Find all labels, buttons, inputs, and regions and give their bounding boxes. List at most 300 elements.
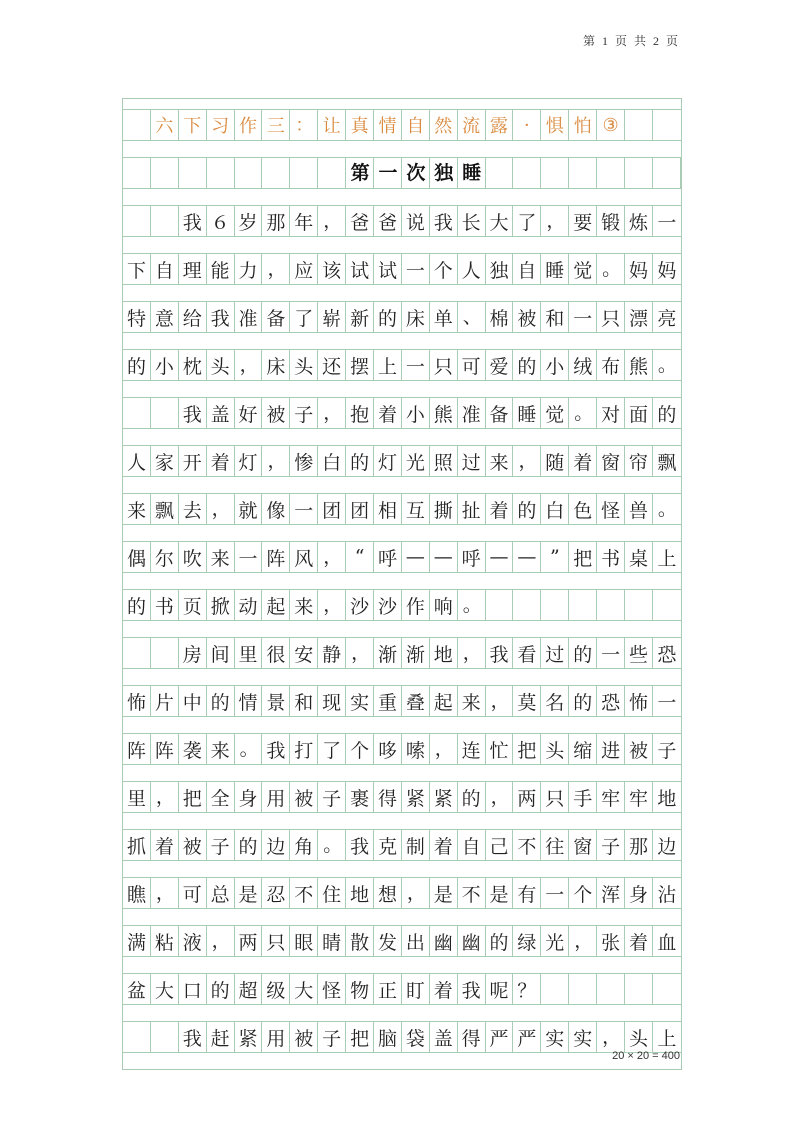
essay-heading-row — [123, 158, 686, 189]
grid-cell: 真 — [346, 110, 374, 140]
grid-cell: 来 — [207, 542, 235, 572]
grid-cell: 飘 — [151, 494, 179, 524]
grid-cell: 窗 — [569, 830, 597, 860]
grid-spacer — [123, 477, 681, 494]
grid-cell: 牢 — [625, 782, 653, 812]
grid-cell: “ — [346, 542, 374, 572]
grid-cell: 情 — [374, 110, 402, 140]
grid-cell: 渐 — [374, 638, 402, 668]
grid-cell: ， — [235, 350, 263, 380]
grid-cell: 白 — [541, 494, 569, 524]
grid-cell: 赶 — [207, 1022, 235, 1052]
grid-cell: 子 — [657, 739, 677, 762]
grid-cell: 亮 — [657, 307, 677, 330]
grid-cell: 个 — [346, 734, 374, 764]
grid-cell: 和 — [541, 302, 569, 332]
grid-cell: 书 — [151, 590, 179, 620]
grid-cell: 小 — [151, 350, 179, 380]
grid-cell: 年 — [290, 206, 318, 236]
essay-line — [123, 206, 681, 237]
grid-cell: 一 — [657, 211, 677, 234]
grid-cell: 准 — [235, 302, 263, 332]
essay-line — [123, 494, 681, 525]
grid-cell: 来 — [486, 446, 514, 476]
essay-line — [123, 590, 681, 621]
grid-cell: 露 — [486, 110, 514, 140]
grid-cell: 角 — [290, 830, 318, 860]
grid-cell: 熊 — [625, 350, 653, 380]
grid-spacer — [123, 765, 681, 782]
grid-cell: 很 — [262, 638, 290, 668]
grid-cell: 子 — [318, 782, 346, 812]
grid-cell: 袭 — [179, 734, 207, 764]
grid-cell: 一 — [402, 350, 430, 380]
grid-cell: 里 — [123, 782, 151, 812]
grid-cell: — — [402, 542, 430, 572]
grid-cell: 、 — [458, 302, 486, 332]
grid-cell: 我 — [458, 974, 486, 1004]
grid-cell: 的 — [235, 830, 263, 860]
grid-cell: 光 — [402, 446, 430, 476]
grid-cell: — — [486, 542, 514, 572]
grid-cell: 睡 — [513, 398, 541, 428]
grid-cell: 些 — [625, 638, 653, 668]
grid-cell: 的 — [569, 638, 597, 668]
grid-cell: 自 — [151, 254, 179, 284]
grid-cell: 阵 — [262, 542, 290, 572]
empty-grid-cell — [151, 206, 179, 236]
grid-cell: 正 — [374, 974, 402, 1004]
grid-cell: 看 — [513, 638, 541, 668]
grid-cell: 边 — [657, 835, 677, 858]
grid-cell: 用 — [262, 1022, 290, 1052]
grid-cell: ， — [430, 734, 458, 764]
grid-cell: 呼 — [374, 542, 402, 572]
grid-cell: 阵 — [123, 734, 151, 764]
grid-cell: 的 — [374, 302, 402, 332]
grid-cell: 色 — [569, 494, 597, 524]
grid-cell: 团 — [318, 494, 346, 524]
grid-cell: 岁 — [235, 206, 263, 236]
grid-cell: 大 — [486, 206, 514, 236]
essay-line — [123, 782, 681, 813]
grid-spacer — [123, 909, 681, 926]
grid-cell: 。 — [458, 590, 486, 620]
grid-cell: 摆 — [346, 350, 374, 380]
empty-grid-cell — [123, 206, 151, 236]
grid-cell: 动 — [235, 590, 263, 620]
grid-cell: 现 — [318, 686, 346, 716]
empty-grid-cell — [597, 590, 625, 620]
grid-cell: 面 — [625, 398, 653, 428]
grid-cell: 全 — [207, 782, 235, 812]
grid-cell: 是 — [235, 878, 263, 908]
grid-cell: 盆 — [123, 974, 151, 1004]
grid-cell: 有 — [513, 878, 541, 908]
grid-cell: 哆 — [374, 734, 402, 764]
grid-spacer — [123, 957, 681, 974]
grid-cell: 熊 — [430, 398, 458, 428]
grid-cell: 单 — [430, 302, 458, 332]
grid-cell: 怖 — [625, 686, 653, 716]
empty-grid-cell — [123, 398, 151, 428]
grid-cell: 间 — [207, 638, 235, 668]
grid-cell: 对 — [597, 398, 625, 428]
grid-cell: ， — [318, 590, 346, 620]
grid-cell: 沙 — [374, 590, 402, 620]
grid-cell: 起 — [262, 590, 290, 620]
grid-cell: 盖 — [207, 398, 235, 428]
empty-grid-cell — [597, 974, 625, 1004]
grid-spacer — [123, 381, 681, 398]
grid-cell: 然 — [430, 110, 458, 140]
grid-cell: 六 — [151, 110, 179, 140]
grid-cell: 克 — [374, 830, 402, 860]
grid-cell: 扯 — [458, 494, 486, 524]
grid-cell: 子 — [318, 1022, 346, 1052]
grid-spacer — [123, 573, 681, 590]
grid-cell: · — [513, 110, 541, 140]
grid-cell: 严 — [486, 1022, 514, 1052]
grid-cell: 得 — [374, 782, 402, 812]
grid-cell: 独 — [486, 254, 514, 284]
composition-grid — [122, 98, 686, 1070]
grid-cell: 住 — [318, 878, 346, 908]
grid-cell: 渐 — [402, 638, 430, 668]
grid-count: 20 × 20 = 400 — [612, 1050, 680, 1062]
grid-cell: ， — [262, 446, 290, 476]
grid-cell: 觉 — [569, 254, 597, 284]
assignment-title-row — [123, 110, 681, 141]
grid-cell: 被 — [290, 1022, 318, 1052]
grid-cell: ， — [151, 782, 179, 812]
grid-cell: 张 — [597, 926, 625, 956]
empty-grid-cell — [151, 398, 179, 428]
grid-spacer — [123, 717, 681, 734]
grid-cell: 炼 — [625, 206, 653, 236]
grid-cell: 浑 — [597, 878, 625, 908]
grid-cell: ， — [318, 398, 346, 428]
grid-cell: 得 — [458, 1022, 486, 1052]
grid-cell: 我 — [207, 302, 235, 332]
grid-cell: 恐 — [597, 686, 625, 716]
grid-cell: 着 — [430, 830, 458, 860]
grid-cell: ， — [207, 494, 235, 524]
grid-cell: 的 — [123, 590, 151, 620]
grid-cell: 袋 — [402, 1022, 430, 1052]
grid-cell: 像 — [262, 494, 290, 524]
grid-cell: 那 — [262, 206, 290, 236]
grid-cell: 瞧 — [123, 878, 151, 908]
empty-grid-cell — [653, 110, 681, 140]
essay-line — [123, 926, 681, 957]
grid-cell: 尔 — [151, 542, 179, 572]
essay-line — [123, 686, 681, 717]
grid-cell: 房 — [179, 638, 207, 668]
essay-line — [123, 1022, 681, 1053]
grid-cell: 的 — [486, 926, 514, 956]
grid-cell: 开 — [179, 446, 207, 476]
grid-cell: 新 — [346, 302, 374, 332]
grid-cell: 我 — [262, 734, 290, 764]
essay-line — [123, 254, 681, 285]
grid-cell: 被 — [262, 398, 290, 428]
grid-cell: 过 — [541, 638, 569, 668]
grid-cell: 作 — [235, 110, 263, 140]
grid-cell: 牢 — [597, 782, 625, 812]
grid-cell: 只 — [262, 926, 290, 956]
grid-cell: 重 — [374, 686, 402, 716]
grid-cell: 上 — [657, 547, 677, 570]
empty-grid-cell — [541, 974, 569, 1004]
grid-cell: 应 — [290, 254, 318, 284]
grid-cell: 爱 — [486, 350, 514, 380]
grid-cell: 棉 — [486, 302, 514, 332]
grid-cell: 一 — [657, 691, 677, 714]
essay-body — [123, 206, 681, 1070]
grid-cell: 子 — [207, 830, 235, 860]
grid-cell: 爸 — [374, 206, 402, 236]
grid-cell: 己 — [486, 830, 514, 860]
grid-cell: 说 — [402, 206, 430, 236]
essay-heading: 第一次独睡 — [127, 162, 686, 184]
grid-cell: 是 — [486, 878, 514, 908]
grid-cell: 物 — [346, 974, 374, 1004]
grid-cell: 阵 — [151, 734, 179, 764]
grid-cell: 备 — [486, 398, 514, 428]
grid-cell: ： — [290, 110, 318, 140]
grid-cell: 呢 — [486, 974, 514, 1004]
empty-grid-cell — [123, 638, 151, 668]
grid-cell: 人 — [458, 254, 486, 284]
grid-cell: 的 — [513, 350, 541, 380]
grid-spacer — [123, 525, 681, 542]
empty-grid-cell — [486, 590, 514, 620]
grid-cell: 紧 — [402, 782, 430, 812]
grid-cell: 给 — [179, 302, 207, 332]
grid-cell: 睛 — [318, 926, 346, 956]
grid-cell: 爸 — [346, 206, 374, 236]
grid-cell: 怖 — [123, 686, 151, 716]
grid-cell: 的 — [123, 350, 151, 380]
grid-cell: 崭 — [318, 302, 346, 332]
grid-cell: 可 — [179, 878, 207, 908]
grid-cell: 还 — [318, 350, 346, 380]
grid-cell: 忍 — [262, 878, 290, 908]
grid-cell: 让 — [318, 110, 346, 140]
grid-cell: 中 — [179, 686, 207, 716]
grid-cell: 。 — [597, 254, 625, 284]
grid-cell: 觉 — [541, 398, 569, 428]
grid-cell: 子 — [290, 398, 318, 428]
grid-cell: 子 — [597, 830, 625, 860]
grid-cell: 把 — [513, 734, 541, 764]
grid-cell: 意 — [151, 302, 179, 332]
grid-cell: 试 — [374, 254, 402, 284]
grid-cell: 的 — [458, 782, 486, 812]
grid-cell: 盖 — [430, 1022, 458, 1052]
grid-cell: 着 — [207, 446, 235, 476]
grid-cell: ， — [486, 686, 514, 716]
grid-cell: 床 — [262, 350, 290, 380]
grid-cell: 不 — [290, 878, 318, 908]
grid-cell: 书 — [597, 542, 625, 572]
grid-cell: 被 — [290, 782, 318, 812]
grid-cell: 小 — [541, 350, 569, 380]
grid-spacer — [123, 429, 681, 446]
grid-cell: 用 — [262, 782, 290, 812]
grid-cell: 口 — [179, 974, 207, 1004]
grid-cell: 帘 — [625, 446, 653, 476]
grid-cell: ， — [541, 206, 569, 236]
grid-cell: 自 — [513, 254, 541, 284]
grid-cell: 我 — [486, 638, 514, 668]
grid-cell: 的 — [207, 686, 235, 716]
grid-cell: 小 — [402, 398, 430, 428]
grid-cell: 实 — [346, 686, 374, 716]
grid-cell: 。 — [657, 354, 677, 376]
grid-cell: 特 — [123, 302, 151, 332]
grid-cell: 把 — [346, 1022, 374, 1052]
grid-cell: 互 — [402, 494, 430, 524]
grid-cell: 我 — [346, 830, 374, 860]
grid-cell: 一 — [569, 302, 597, 332]
grid-cell: 进 — [597, 734, 625, 764]
grid-cell: 眼 — [290, 926, 318, 956]
grid-cell: 幽 — [458, 926, 486, 956]
grid-cell: 叠 — [402, 686, 430, 716]
grid-cell: 忙 — [486, 734, 514, 764]
grid-cell: 家 — [151, 446, 179, 476]
empty-grid-cell — [569, 974, 597, 1004]
grid-cell: 流 — [458, 110, 486, 140]
grid-cell: 。 — [318, 830, 346, 860]
grid-cell: 地 — [346, 878, 374, 908]
grid-cell: 能 — [207, 254, 235, 284]
grid-cell: ， — [262, 254, 290, 284]
grid-cell: 满 — [123, 926, 151, 956]
grid-cell: 床 — [402, 302, 430, 332]
grid-cell: 个 — [569, 878, 597, 908]
essay-line — [123, 830, 681, 861]
grid-spacer — [123, 1053, 681, 1070]
grid-cell: 的 — [657, 403, 677, 426]
grid-cell: 只 — [430, 350, 458, 380]
grid-cell: 妈 — [625, 254, 653, 284]
grid-cell: 妈 — [657, 259, 677, 282]
grid-cell: 着 — [430, 974, 458, 1004]
grid-spacer — [123, 813, 681, 830]
grid-cell: 血 — [657, 931, 677, 954]
grid-cell: 抱 — [346, 398, 374, 428]
grid-cell: 静 — [318, 638, 346, 668]
grid-spacer — [123, 621, 681, 638]
grid-cell: 我 — [179, 206, 207, 236]
grid-cell: 严 — [513, 1022, 541, 1052]
grid-cell: 那 — [625, 830, 653, 860]
grid-cell: 一 — [290, 494, 318, 524]
grid-spacer — [123, 99, 681, 110]
empty-grid-cell — [541, 590, 569, 620]
grid-cell: 着 — [486, 494, 514, 524]
grid-cell: 被 — [625, 734, 653, 764]
grid-cell: 三 — [262, 110, 290, 140]
grid-cell: 身 — [235, 782, 263, 812]
empty-grid-cell — [625, 974, 653, 1004]
empty-grid-cell — [513, 590, 541, 620]
grid-cell: 怪 — [318, 974, 346, 1004]
grid-cell: 莫 — [513, 686, 541, 716]
grid-cell: 来 — [207, 734, 235, 764]
grid-cell: 布 — [597, 350, 625, 380]
grid-cell: 景 — [262, 686, 290, 716]
grid-cell: 实 — [541, 1022, 569, 1052]
grid-cell: 实 — [569, 1022, 597, 1052]
grid-cell: ？ — [513, 974, 541, 1004]
grid-cell: ， — [318, 206, 346, 236]
grid-cell: 兽 — [625, 494, 653, 524]
grid-cell: 被 — [179, 830, 207, 860]
grid-cell: ， — [402, 878, 430, 908]
grid-cell: 上 — [657, 1027, 677, 1050]
grid-cell: 好 — [235, 398, 263, 428]
grid-cell: 是 — [430, 878, 458, 908]
grid-cell: 备 — [262, 302, 290, 332]
grid-cell: 漂 — [625, 302, 653, 332]
grid-cell: 绿 — [513, 926, 541, 956]
empty-grid-cell — [653, 974, 681, 1004]
grid-cell: 头 — [625, 1022, 653, 1052]
grid-cell: 一 — [597, 638, 625, 668]
grid-cell: 随 — [541, 446, 569, 476]
grid-cell: — — [430, 542, 458, 572]
empty-grid-cell — [123, 110, 151, 140]
grid-cell: 一 — [402, 254, 430, 284]
grid-cell: 地 — [657, 787, 677, 810]
grid-cell: 怕 — [569, 110, 597, 140]
essay-line — [123, 542, 681, 573]
grid-cell: 级 — [262, 974, 290, 1004]
grid-cell: 撕 — [430, 494, 458, 524]
essay-line — [123, 638, 681, 669]
grid-cell: ， — [569, 926, 597, 956]
page-indicator: 第 1 页 共 2 页 — [582, 34, 680, 48]
grid-cell: 往 — [541, 830, 569, 860]
empty-grid-cell — [151, 638, 179, 668]
grid-cell: 不 — [458, 878, 486, 908]
grid-spacer — [123, 141, 681, 158]
grid-cell: 风 — [290, 542, 318, 572]
grid-cell: 里 — [235, 638, 263, 668]
grid-spacer — [123, 237, 681, 254]
grid-cell: 的 — [569, 686, 597, 716]
grid-cell: ③ — [597, 110, 625, 140]
empty-grid-cell — [625, 590, 653, 620]
grid-cell: 灯 — [235, 446, 263, 476]
grid-cell: 散 — [346, 926, 374, 956]
grid-spacer — [123, 189, 681, 206]
grid-cell: 着 — [151, 830, 179, 860]
grid-cell: 名 — [541, 686, 569, 716]
grid-cell: 粘 — [151, 926, 179, 956]
grid-cell: 大 — [151, 974, 179, 1004]
grid-cell: 抓 — [123, 830, 151, 860]
essay-line — [123, 398, 681, 429]
grid-cell: 来 — [290, 590, 318, 620]
grid-cell: 沙 — [346, 590, 374, 620]
grid-cell: 准 — [458, 398, 486, 428]
grid-spacer — [123, 285, 681, 302]
